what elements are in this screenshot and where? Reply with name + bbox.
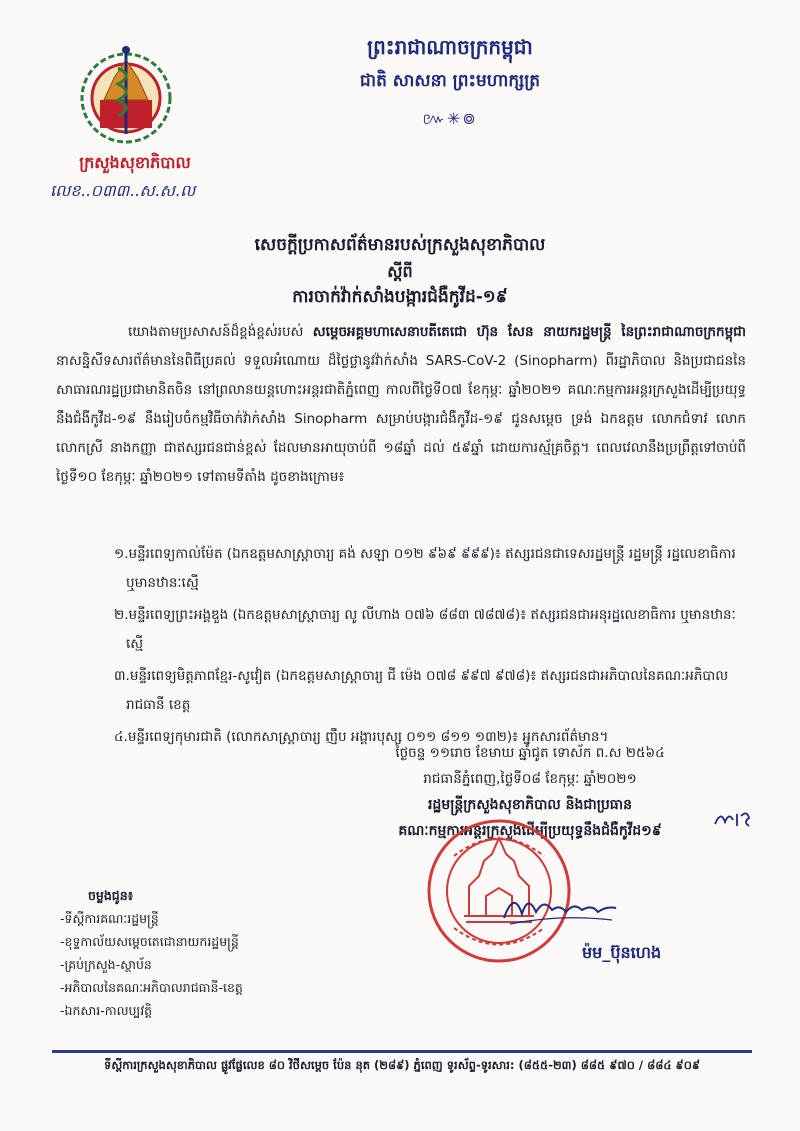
title-line-3: ការចាក់វ៉ាក់សាំងបង្ការជំងឺកូវីដ-១៩ <box>292 287 508 307</box>
list-item: -ឯកសារ-កាលប្បវត្តិ <box>60 1003 153 1018</box>
signer-position-1: រដ្ឋមន្ត្រីក្រសួងសុខាភិបាល និងជាប្រធាន <box>427 797 632 813</box>
cc-title: ចម្លងជូន៖ <box>88 888 134 903</box>
list-item: ៤.មន្ទីរពេទ្យកុមារជាតិ (លោកសាស្ត្រាចារ្យ ញឹប អង្គារបុស្ស ០១១ ៨១១ ១៣២)៖ អ្នកសារព័ត៌មាន។ <box>114 729 609 745</box>
footer-divider <box>52 1050 752 1053</box>
signer-name: ម៉ម_ប៊ុនហេង <box>582 943 662 962</box>
body-rest: នាសន្និសីទសារព័ត៌មាននៃពិធីប្រគល់ ទទួលអំណោយ ដ៏ថ្លៃថ្លានូវវ៉ាក់សាំង SARS-CoV-2 (Sinopharm) ពីរដ្ឋាភិបាល និងប្រជាជននៃសាធារណរដ្ឋប្រជាមានិតចិន នៅព្រលានយន្តហោះអន្តរជាតិភ្នំពេញ កាលពីថ្ងៃទី០៧ ខែកុម្ភៈ ឆ្នាំ២០២១ គណៈកម្មការអន្តរក្រសួងដើម្បីប្រយុទ្ធនឹងជំងឺកូវីដ-១៩ នឹងរៀបចំកម្មវិធីចាក់វ៉ាក់សាំង Sinopharm សម្រាប់បង្ការជំងឺកូវីដ-១៩ ជូនសម្តេច ទ្រង់ ឯកឧត្តម លោកជំទាវ លោក លោកស្រី នាងកញ្ញា ជាឥស្សរជនជាន់ខ្ពស់ ដែលមានអាយុចាប់ពី ១៨ឆ្នាំ ដល់ ៥៩ឆ្នាំ ដោយការស្ម័គ្រចិត្ត។ ពេលវេលានឹងប្រព្រឹត្តទៅចាប់ពីថ្ងៃទី១០ ខែកុម្ភៈ ឆ្នាំ២០២១ ទៅតាមទីតាំង ដូចខាងក្រោម៖ <box>56 353 746 485</box>
list-item: ៣.មន្ទីរពេទ្យមិត្តភាពខ្មែរ-សូវៀត (ឯកឧត្តមសាស្ត្រាចារ្យ ជី ម៉េង ០៧៨ ៩៩៧ ៩៧៨)៖ ឥស្សរជនជាអភិបាលនៃគណៈអភិបាលរាជធានី ខេត្ត <box>114 668 729 713</box>
footer-address: ទីស្តីការក្រសួងសុខាភិបាល ផ្លូវផ្លែលេខ ៨០ វិថីសម្តេច ប៉ែន នុត (២៨៩) ភ្នំពេញ ទូរស័ព្ទ-ទូរសារ: (៨៥៥-២៣) ៨៨៥ ៩៧០ / ៨៨៤ ៩០៩ <box>104 1058 700 1072</box>
list-item: -គ្រប់ក្រសួង-ស្ថាប័ន <box>60 957 152 972</box>
title-line-1: សេចក្តីប្រកាសព័ត៌មានរបស់ក្រសួងសុខាភិបាល <box>254 235 546 255</box>
handwritten-signature-icon <box>500 884 620 934</box>
document-title <box>130 232 670 311</box>
lunar-date: ថ្ងៃចន្ទ ១១រោច ខែមាឃ ឆ្នាំជូត ទោស័ក ព.ស ២៥៦៤ <box>395 745 665 761</box>
body-honorific: សម្តេចអគ្គមហាសេនាបតីតេជោ ហ៊ុន សែន នាយករដ្ឋមន្ត្រី នៃព្រះរាជាណាចក្រកម្ពុជា <box>312 324 746 340</box>
ornament-divider: ៚✳៙ <box>422 109 478 128</box>
signer-position-2: គណៈកម្មការអន្តរក្រសួងដើម្បីប្រយុទ្ធនឹងជំងឺកូវីដ១៩ <box>398 823 662 839</box>
list-item: ១.មន្ទីរពេទ្យកាល់ម៉ែត (ឯកឧត្តមសាស្ត្រាចារ្យ គង់ សឡា ០១២ ៩៦៩ ៩៩៩)៖ ឥស្សរជនជាទេសរដ្ឋមន្ត្រី រដ្ឋមន្ត្រី រដ្ឋលេខាធិការ ឬមានឋានៈស្មើ <box>114 546 736 591</box>
list-item: -អភិបាលនៃគណៈអភិបាលរាជធានី-ខេត្ត <box>60 980 243 995</box>
reference-number: លេខ..០៣៣..ស.ស.ល <box>50 181 196 200</box>
solar-date: រាជធានីភ្នំពេញ,ថ្ងៃទី០៨ ខែកុម្ភៈ ឆ្នាំ២០២១ <box>423 771 637 787</box>
location-list <box>56 540 746 755</box>
cc-list <box>60 884 360 1022</box>
national-motto: ជាតិ សាសនា ព្រះមហាក្សត្រ <box>359 71 541 91</box>
body-paragraph <box>56 318 746 492</box>
ministry-logo-icon <box>74 38 178 148</box>
list-item: ២.មន្ទីរពេទ្យព្រះអង្គឌួង (ឯកឧត្តមសាស្ត្រាចារ្យ លូ លីហាង ០៧៦ ៨៨៣ ៧៨៧៨)៖ ឥស្សរជនជាអនុរដ្ឋលេខាធិការ ឬមានឋានៈស្មើ <box>114 607 736 652</box>
kingdom-title: ព្រះរាជាណាចក្រកម្ពុជា <box>367 35 533 59</box>
initial-mark-icon <box>713 806 753 830</box>
list-item: -ខុទ្ទកាល័យសម្តេចតេជោនាយករដ្ឋមន្ត្រី <box>60 934 239 949</box>
ministry-name: ក្រសួងសុខាភិបាល <box>79 153 191 172</box>
list-item: -ទីស្តីការគណៈរដ្ឋមន្ត្រី <box>60 911 159 926</box>
body-lead: យោងតាមប្រសាសន៍ដ៏ខ្ពង់ខ្ពស់របស់ <box>128 324 304 340</box>
title-line-2: ស្តីពី <box>387 262 413 281</box>
